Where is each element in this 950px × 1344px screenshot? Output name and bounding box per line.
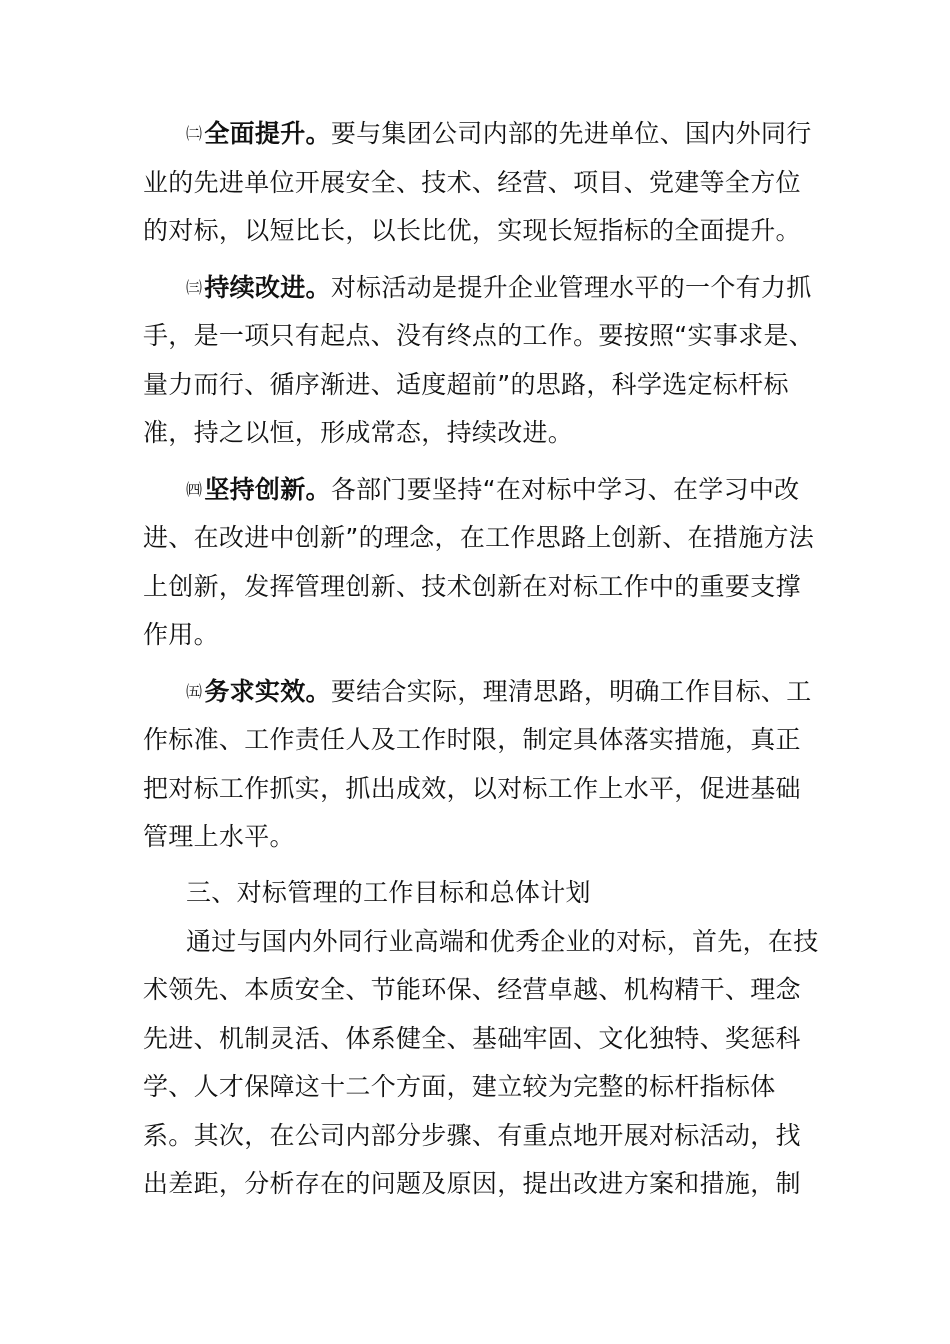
paragraph-effectiveness <box>143 668 823 862</box>
item-marker: ㈢ <box>186 277 203 297</box>
item-marker: ㈣ <box>186 479 203 499</box>
paragraph-innovation <box>143 466 823 660</box>
item-marker: ㈤ <box>186 681 203 701</box>
paragraph-comprehensive-improvement <box>143 110 823 256</box>
section-heading <box>143 870 823 916</box>
paragraph-lead: 全面提升。 <box>204 119 331 148</box>
item-marker: ㈡ <box>186 124 203 143</box>
paragraph-text: 要与集团公司内部的先进单位、国内外同行业的先进单位开展安全、技术、经营、项目、党建等全方位的对标，以短比长，以长比优，实现长短指标的全面提升。 <box>143 119 812 245</box>
paragraph-goals-body <box>143 918 823 1209</box>
paragraph-text: 通过与国内外同行业高端和优秀企业的对标，首先，在技术领先、本质安全、节能环保、经营卓越、机构精干、理念先进、机制灵活、体系健全、基础牢固、文化独特、奖惩科学、人才保障这十二个方面，建立较为完整的标杆指标体系。其次，在公司内部分步骤、有重点地开展对标活动，找出差距，分析存在的问题及原因，提出改进方案和措施，制 <box>143 926 819 1198</box>
section-heading-text: 三、对标管理的工作目标和总体计划 <box>186 877 591 907</box>
paragraph-text: 对标活动是提升企业管理水平的一个有力抓手，是一项只有起点、没有终点的工作。要按照“实事求是、量力而行、循序渐进、适度超前”的思路，科学选定标杆标准，持之以恒，形成常态，持续改进。 <box>143 272 815 447</box>
paragraph-lead: 务求实效。 <box>204 676 331 706</box>
paragraph-lead: 坚持创新。 <box>204 474 331 504</box>
paragraph-text: 要结合实际，理清思路，明确工作目标、工作标准、工作责任人及工作时限，制定具体落实措施，真正把对标工作抓实，抓出成效，以对标工作上水平，促进基础管理上水平。 <box>143 676 812 851</box>
paragraph-lead: 持续改进。 <box>204 272 331 302</box>
paragraph-text: 各部门要坚持“在对标中学习、在学习中改进、在改进中创新”的理念，在工作思路上创新、在措施方法上创新，发挥管理创新、技术创新在对标工作中的重要支撑作用。 <box>143 474 815 649</box>
document-page <box>143 110 823 1209</box>
paragraph-continuous-improvement <box>143 264 823 458</box>
